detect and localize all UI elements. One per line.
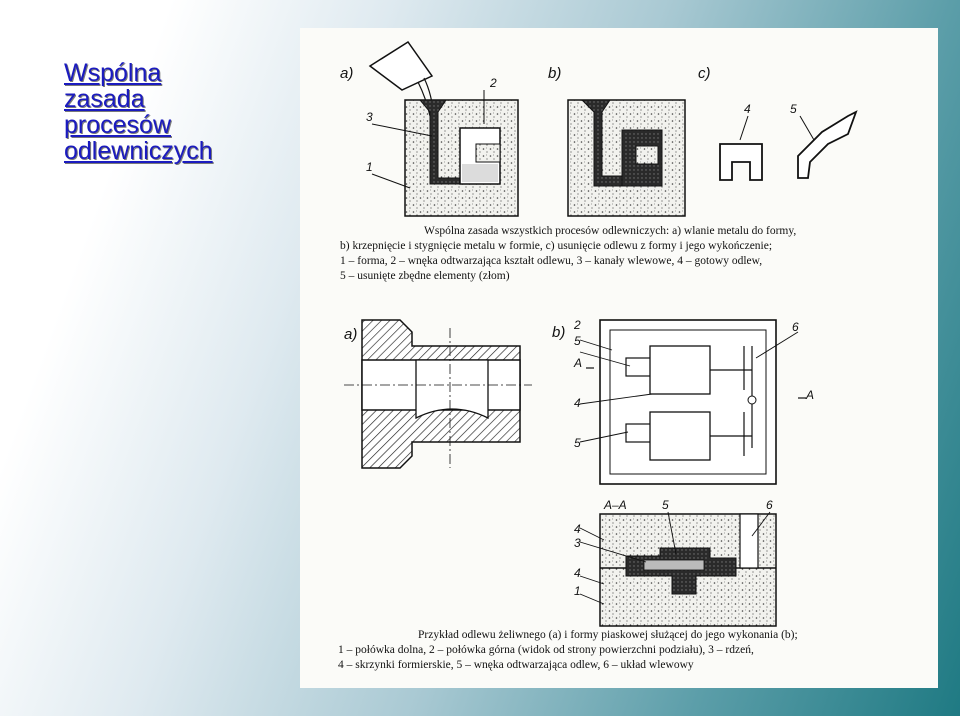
fig2-callout-a-left: A	[574, 356, 583, 370]
fig2-callout-5-bottom: 5	[574, 436, 581, 450]
section-callout-3: 3	[574, 536, 581, 550]
figure2-panel-b	[580, 320, 806, 484]
slide-title	[64, 60, 284, 164]
section-callout-1: 1	[574, 584, 581, 598]
fig1-callout-4: 4	[744, 102, 751, 116]
figure-drawings	[300, 28, 938, 688]
fig2-callout-2: 2	[574, 318, 581, 332]
fig1-caption-line-4: 5 – usunięte zbędne elementy (złom)	[340, 270, 510, 282]
fig1-callout-5: 5	[790, 102, 797, 116]
fig1-caption-line-1: Wspólna zasada wszystkich procesów odlewniczych: a) wlanie metalu do formy,	[424, 225, 797, 237]
fig2-callout-5-top: 5	[574, 334, 581, 348]
fig1-callout-2: 2	[490, 76, 497, 90]
figure1-panel-b	[568, 100, 685, 216]
fig2-callout-4: 4	[574, 396, 581, 410]
fig1-callout-3: 3	[366, 110, 373, 124]
fig2-label-a: a)	[344, 326, 358, 343]
section-label-aa: A–A	[604, 498, 627, 512]
fig1-callout-1: 1	[366, 160, 373, 174]
title-line-2: zasada	[64, 85, 145, 113]
fig1-label-b: b)	[548, 65, 562, 82]
fig2-caption	[338, 628, 798, 673]
fig1-caption	[340, 224, 796, 284]
fig2-caption-line-1: Przykład odlewu żeliwnego (a) i formy piaskowej służącej do jego wykonania (b);	[418, 629, 798, 641]
section-callout-6: 6	[766, 498, 773, 512]
scanned-figure-page	[300, 28, 938, 688]
fig2-callout-a-right: A	[806, 388, 815, 402]
fig2-caption-line-3: 4 – skrzynki formierskie, 5 – wnęka odtwarzająca odlew, 6 – układ wlewowy	[338, 659, 694, 671]
fig1-label-c: c)	[698, 65, 711, 82]
section-callout-5: 5	[662, 498, 669, 512]
figure2-section-aa	[580, 512, 776, 626]
fig1-caption-line-3: 1 – forma, 2 – wnęka odtwarzająca kształt odlewu, 3 – kanały wlewowe, 4 – gotowy odlew,	[340, 255, 763, 267]
title-line-4: odlewniczych	[64, 137, 213, 165]
figure1-panel-c	[720, 112, 856, 180]
fig2-caption-line-2: 1 – połówka dolna, 2 – połówka górna (widok od strony powierzchni podziału), 3 – rdzeń,	[338, 644, 754, 656]
section-callout-4-bottom: 4	[574, 566, 581, 580]
fig1-caption-line-2: b) krzepnięcie i stygnięcie metalu w formie, c) usunięcie odlewu z formy i jego wykończenie;	[340, 240, 773, 252]
figure2-panel-a	[344, 320, 532, 468]
title-line-1: Wspólna	[64, 59, 162, 87]
section-callout-4-top: 4	[574, 522, 581, 536]
fig1-label-a: a)	[340, 65, 354, 82]
fig2-label-b: b)	[552, 324, 566, 341]
fig2-callout-6: 6	[792, 320, 799, 334]
figure1-panel-a	[370, 42, 518, 216]
title-line-3: procesów	[64, 111, 171, 139]
